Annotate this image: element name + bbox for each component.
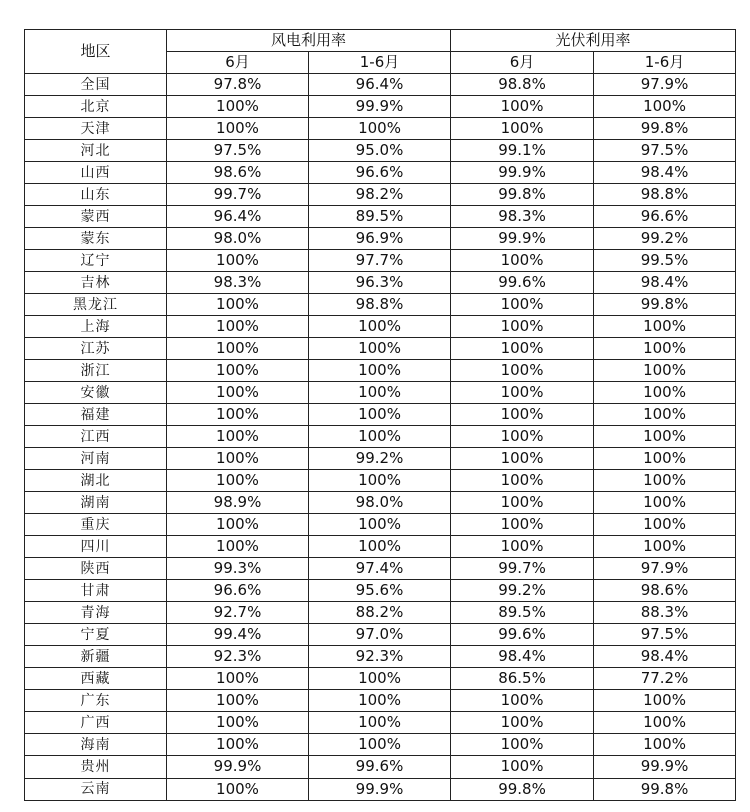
solar-month-cell: 100% <box>451 294 594 316</box>
wind-ytd-cell: 100% <box>309 668 451 690</box>
solar-month-cell: 99.9% <box>451 162 594 184</box>
wind-ytd-cell: 100% <box>309 690 451 712</box>
region-cell: 云南 <box>25 778 167 801</box>
solar-month-cell: 99.2% <box>451 580 594 602</box>
table-header <box>25 30 736 74</box>
solar-ytd-cell: 97.9% <box>594 558 736 580</box>
solar-month-cell: 100% <box>451 338 594 360</box>
solar-month-cell: 100% <box>451 96 594 118</box>
wind-month-cell: 100% <box>167 426 309 448</box>
wind-ytd-cell: 100% <box>309 382 451 404</box>
solar-ytd-cell: 100% <box>594 690 736 712</box>
wind-ytd-cell: 96.9% <box>309 228 451 250</box>
wind-ytd-cell: 100% <box>309 404 451 426</box>
wind-month-cell: 99.7% <box>167 184 309 206</box>
solar-month-cell: 99.7% <box>451 558 594 580</box>
wind-month-cell: 100% <box>167 668 309 690</box>
region-cell: 蒙东 <box>25 228 167 250</box>
solar-ytd-cell: 98.4% <box>594 272 736 294</box>
wind-ytd-cell: 100% <box>309 734 451 756</box>
table-row <box>25 272 736 294</box>
solar-month-cell: 100% <box>451 734 594 756</box>
table-row <box>25 558 736 580</box>
table-body <box>25 74 736 801</box>
wind-ytd-cell: 100% <box>309 426 451 448</box>
wind-month-cell: 99.9% <box>167 756 309 778</box>
solar-ytd-cell: 99.9% <box>594 756 736 778</box>
wind-month-cell: 97.5% <box>167 140 309 162</box>
wind-ytd-cell: 100% <box>309 118 451 140</box>
region-cell: 湖南 <box>25 492 167 514</box>
wind-month-cell: 100% <box>167 536 309 558</box>
header-solar-month: 6月 <box>451 52 594 74</box>
solar-month-cell: 100% <box>451 514 594 536</box>
wind-month-cell: 99.4% <box>167 624 309 646</box>
table-row <box>25 74 736 96</box>
solar-month-cell: 89.5% <box>451 602 594 624</box>
solar-ytd-cell: 99.2% <box>594 228 736 250</box>
wind-month-cell: 100% <box>167 316 309 338</box>
region-cell: 河北 <box>25 140 167 162</box>
region-cell: 广西 <box>25 712 167 734</box>
wind-month-cell: 100% <box>167 294 309 316</box>
wind-month-cell: 100% <box>167 690 309 712</box>
region-cell: 湖北 <box>25 470 167 492</box>
region-cell: 甘肃 <box>25 580 167 602</box>
region-cell: 宁夏 <box>25 624 167 646</box>
solar-month-cell: 99.1% <box>451 140 594 162</box>
table-row <box>25 404 736 426</box>
region-cell: 吉林 <box>25 272 167 294</box>
solar-ytd-cell: 77.2% <box>594 668 736 690</box>
solar-month-cell: 100% <box>451 382 594 404</box>
wind-ytd-cell: 100% <box>309 316 451 338</box>
table-row <box>25 514 736 536</box>
solar-ytd-cell: 100% <box>594 404 736 426</box>
solar-month-cell: 100% <box>451 712 594 734</box>
wind-month-cell: 100% <box>167 382 309 404</box>
header-wind: 风电利用率 <box>167 30 451 52</box>
solar-ytd-cell: 100% <box>594 448 736 470</box>
table-row <box>25 338 736 360</box>
wind-ytd-cell: 98.2% <box>309 184 451 206</box>
solar-month-cell: 100% <box>451 470 594 492</box>
solar-month-cell: 98.4% <box>451 646 594 668</box>
wind-ytd-cell: 100% <box>309 338 451 360</box>
region-cell: 广东 <box>25 690 167 712</box>
wind-ytd-cell: 100% <box>309 514 451 536</box>
solar-ytd-cell: 100% <box>594 338 736 360</box>
wind-ytd-cell: 89.5% <box>309 206 451 228</box>
solar-ytd-cell: 100% <box>594 492 736 514</box>
table-row <box>25 778 736 801</box>
wind-month-cell: 100% <box>167 712 309 734</box>
wind-month-cell: 99.3% <box>167 558 309 580</box>
wind-month-cell: 96.4% <box>167 206 309 228</box>
table-row <box>25 184 736 206</box>
wind-month-cell: 100% <box>167 734 309 756</box>
solar-ytd-cell: 97.5% <box>594 624 736 646</box>
solar-ytd-cell: 88.3% <box>594 602 736 624</box>
wind-month-cell: 97.8% <box>167 74 309 96</box>
region-cell: 全国 <box>25 74 167 96</box>
solar-ytd-cell: 98.6% <box>594 580 736 602</box>
solar-month-cell: 100% <box>451 404 594 426</box>
region-cell: 辽宁 <box>25 250 167 272</box>
table-row <box>25 668 736 690</box>
wind-month-cell: 100% <box>167 338 309 360</box>
solar-ytd-cell: 100% <box>594 426 736 448</box>
solar-month-cell: 100% <box>451 448 594 470</box>
region-cell: 山西 <box>25 162 167 184</box>
region-cell: 山东 <box>25 184 167 206</box>
solar-ytd-cell: 96.6% <box>594 206 736 228</box>
wind-month-cell: 100% <box>167 448 309 470</box>
wind-month-cell: 100% <box>167 118 309 140</box>
region-cell: 青海 <box>25 602 167 624</box>
region-cell: 浙江 <box>25 360 167 382</box>
wind-month-cell: 98.0% <box>167 228 309 250</box>
wind-ytd-cell: 99.6% <box>309 756 451 778</box>
region-cell: 河南 <box>25 448 167 470</box>
table-row <box>25 470 736 492</box>
solar-ytd-cell: 100% <box>594 316 736 338</box>
solar-ytd-cell: 99.8% <box>594 778 736 801</box>
wind-month-cell: 96.6% <box>167 580 309 602</box>
table-row <box>25 492 736 514</box>
solar-ytd-cell: 97.5% <box>594 140 736 162</box>
region-cell: 西藏 <box>25 668 167 690</box>
table-row <box>25 690 736 712</box>
solar-ytd-cell: 100% <box>594 712 736 734</box>
table-row <box>25 602 736 624</box>
solar-ytd-cell: 98.4% <box>594 646 736 668</box>
solar-month-cell: 86.5% <box>451 668 594 690</box>
solar-ytd-cell: 100% <box>594 96 736 118</box>
wind-ytd-cell: 100% <box>309 712 451 734</box>
wind-month-cell: 100% <box>167 470 309 492</box>
solar-ytd-cell: 100% <box>594 360 736 382</box>
wind-ytd-cell: 96.3% <box>309 272 451 294</box>
solar-month-cell: 98.3% <box>451 206 594 228</box>
wind-month-cell: 98.9% <box>167 492 309 514</box>
solar-month-cell: 100% <box>451 316 594 338</box>
table-row <box>25 228 736 250</box>
solar-ytd-cell: 98.4% <box>594 162 736 184</box>
wind-month-cell: 100% <box>167 514 309 536</box>
solar-month-cell: 100% <box>451 536 594 558</box>
region-cell: 上海 <box>25 316 167 338</box>
wind-month-cell: 98.6% <box>167 162 309 184</box>
wind-ytd-cell: 95.0% <box>309 140 451 162</box>
region-cell: 福建 <box>25 404 167 426</box>
header-region: 地区 <box>25 30 167 74</box>
solar-ytd-cell: 99.8% <box>594 294 736 316</box>
table-row <box>25 646 736 668</box>
region-cell: 蒙西 <box>25 206 167 228</box>
region-cell: 天津 <box>25 118 167 140</box>
table-row <box>25 96 736 118</box>
region-cell: 江西 <box>25 426 167 448</box>
wind-month-cell: 100% <box>167 250 309 272</box>
wind-ytd-cell: 95.6% <box>309 580 451 602</box>
region-cell: 安徽 <box>25 382 167 404</box>
wind-month-cell: 98.3% <box>167 272 309 294</box>
wind-month-cell: 100% <box>167 778 309 801</box>
table-row <box>25 426 736 448</box>
region-cell: 黑龙江 <box>25 294 167 316</box>
header-wind-month: 6月 <box>167 52 309 74</box>
solar-ytd-cell: 99.8% <box>594 118 736 140</box>
header-wind-ytd: 1-6月 <box>309 52 451 74</box>
wind-ytd-cell: 98.8% <box>309 294 451 316</box>
wind-ytd-cell: 99.9% <box>309 96 451 118</box>
solar-ytd-cell: 98.8% <box>594 184 736 206</box>
table-row <box>25 162 736 184</box>
solar-month-cell: 100% <box>451 250 594 272</box>
table-row <box>25 316 736 338</box>
solar-ytd-cell: 100% <box>594 382 736 404</box>
solar-month-cell: 99.8% <box>451 778 594 801</box>
table-row <box>25 756 736 778</box>
table-row <box>25 712 736 734</box>
wind-ytd-cell: 97.4% <box>309 558 451 580</box>
wind-month-cell: 100% <box>167 360 309 382</box>
region-cell: 海南 <box>25 734 167 756</box>
region-cell: 北京 <box>25 96 167 118</box>
table-row <box>25 624 736 646</box>
wind-ytd-cell: 100% <box>309 360 451 382</box>
wind-month-cell: 100% <box>167 96 309 118</box>
wind-ytd-cell: 96.4% <box>309 74 451 96</box>
wind-ytd-cell: 98.0% <box>309 492 451 514</box>
table-row <box>25 580 736 602</box>
table-row <box>25 734 736 756</box>
solar-month-cell: 99.6% <box>451 272 594 294</box>
table-row <box>25 206 736 228</box>
solar-month-cell: 99.8% <box>451 184 594 206</box>
solar-month-cell: 99.6% <box>451 624 594 646</box>
region-cell: 陕西 <box>25 558 167 580</box>
solar-ytd-cell: 99.5% <box>594 250 736 272</box>
solar-ytd-cell: 97.9% <box>594 74 736 96</box>
wind-ytd-cell: 96.6% <box>309 162 451 184</box>
wind-ytd-cell: 97.7% <box>309 250 451 272</box>
table-row <box>25 382 736 404</box>
solar-ytd-cell: 100% <box>594 514 736 536</box>
solar-month-cell: 100% <box>451 360 594 382</box>
solar-ytd-cell: 100% <box>594 470 736 492</box>
region-cell: 贵州 <box>25 756 167 778</box>
table-row <box>25 536 736 558</box>
wind-month-cell: 92.7% <box>167 602 309 624</box>
wind-ytd-cell: 88.2% <box>309 602 451 624</box>
region-cell: 新疆 <box>25 646 167 668</box>
wind-ytd-cell: 100% <box>309 536 451 558</box>
solar-month-cell: 100% <box>451 426 594 448</box>
table-row <box>25 448 736 470</box>
utilization-table <box>24 29 736 801</box>
wind-ytd-cell: 100% <box>309 470 451 492</box>
header-solar: 光伏利用率 <box>451 30 736 52</box>
solar-ytd-cell: 100% <box>594 734 736 756</box>
table-row <box>25 250 736 272</box>
solar-month-cell: 100% <box>451 492 594 514</box>
wind-month-cell: 100% <box>167 404 309 426</box>
solar-ytd-cell: 100% <box>594 536 736 558</box>
region-cell: 重庆 <box>25 514 167 536</box>
region-cell: 江苏 <box>25 338 167 360</box>
solar-month-cell: 100% <box>451 756 594 778</box>
wind-ytd-cell: 99.2% <box>309 448 451 470</box>
solar-month-cell: 98.8% <box>451 74 594 96</box>
wind-month-cell: 92.3% <box>167 646 309 668</box>
table-row <box>25 140 736 162</box>
header-solar-ytd: 1-6月 <box>594 52 736 74</box>
wind-ytd-cell: 92.3% <box>309 646 451 668</box>
solar-month-cell: 100% <box>451 690 594 712</box>
region-cell: 四川 <box>25 536 167 558</box>
table-row <box>25 360 736 382</box>
solar-month-cell: 99.9% <box>451 228 594 250</box>
wind-ytd-cell: 99.9% <box>309 778 451 801</box>
wind-ytd-cell: 97.0% <box>309 624 451 646</box>
table-row <box>25 118 736 140</box>
table-row <box>25 294 736 316</box>
solar-month-cell: 100% <box>451 118 594 140</box>
